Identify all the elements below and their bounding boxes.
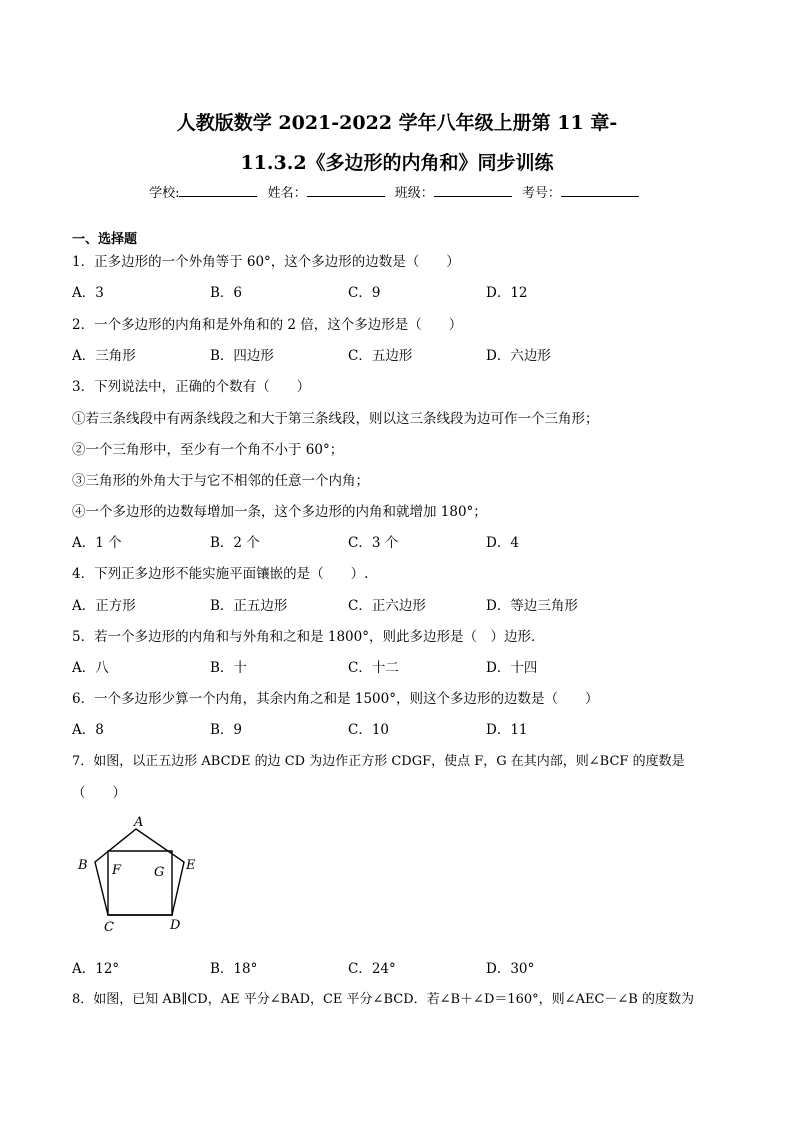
question-6-stem: 6．一个多边形少算一个内角，其余内角之和是 1500°，则这个多边形的边数是（ ） — [72, 691, 599, 707]
q7-option-a: A．12° — [72, 961, 120, 977]
name-blank — [307, 182, 385, 197]
q2-option-d: D．六边形 — [486, 348, 551, 364]
question-7-stem-cont: （ ） — [72, 785, 126, 801]
q1-option-b: B．6 — [210, 285, 243, 301]
label-b: B — [78, 858, 88, 873]
label-a: A — [134, 815, 144, 830]
square-cdgf — [108, 851, 172, 915]
q3-option-a: A．1 个 — [72, 535, 122, 551]
exam-number-blank — [561, 182, 639, 197]
question-7-stem: 7．如图，以正五边形 ABCDE 的边 CD 为边作正方形 CDGF，使点 F，G 在其内部，则∠BCF 的度数是 — [72, 754, 685, 769]
q2-option-a: A．三角形 — [72, 348, 136, 364]
q6-option-d: D．11 — [486, 722, 528, 738]
q3-option-d: D．4 — [486, 535, 519, 551]
q2-option-b: B．四边形 — [210, 348, 274, 364]
q7-option-d: D．30° — [486, 961, 535, 977]
q4-option-a: A．正方形 — [72, 598, 136, 614]
question-2-stem: 2．一个多边形的内角和是外角和的 2 倍，这个多边形是（ ） — [72, 317, 463, 333]
q5-option-a: A．八 — [72, 660, 109, 676]
label-e: E — [186, 858, 196, 873]
name-label: 姓名： — [267, 186, 307, 201]
page-title-line2: 11.3.2《多边形的内角和》同步训练 — [240, 152, 554, 174]
q6-option-b: B．9 — [210, 722, 243, 738]
q1-option-c: C．9 — [348, 285, 381, 301]
q3-statement-3: ③三角形的外角大于与它不相邻的任意一个内角； — [72, 473, 369, 489]
q6-option-a: A．8 — [72, 722, 104, 738]
q5-option-b: B．十 — [210, 660, 247, 676]
q3-statement-4: ④一个多边形的边数每增加一条，这个多边形的内角和就增加 180°； — [72, 504, 487, 520]
class-blank — [434, 182, 512, 197]
page-title-line1: 人教版数学 2021-2022 学年八年级上册第 11 章- — [176, 112, 618, 134]
class-label: 班级： — [394, 186, 434, 201]
q7-option-b: B．18° — [210, 961, 258, 977]
q2-option-c: C．五边形 — [348, 348, 413, 364]
student-info-row — [0, 182, 794, 201]
q7-option-c: C．24° — [348, 961, 396, 977]
question-5-stem: 5．若一个多边形的内角和与外角和之和是 1800°，则此多边形是（ ）边形． — [72, 629, 545, 645]
q3-option-c: C．3 个 — [348, 535, 399, 551]
pentagon-square-figure — [74, 812, 214, 937]
q6-option-c: C．10 — [348, 722, 390, 738]
label-c: C — [104, 920, 114, 935]
school-label: 学校: — [149, 186, 180, 201]
q5-option-d: D．十四 — [486, 660, 538, 676]
q3-statement-1: ①若三条线段中有两条线段之和大于第三条线段，则以这三条线段为边可作一个三角形； — [72, 411, 599, 427]
question-4-stem: 4．下列正多边形不能实施平面镶嵌的是（ ）. — [72, 566, 369, 582]
q4-option-c: C．正六边形 — [348, 598, 426, 614]
question-8-stem: 8．如图，已知 AB∥CD，AE 平分∠BAD，CE 平分∠BCD．若∠B＋∠D＝160°，则∠AEC－∠B 的度数为 — [72, 992, 694, 1007]
exam-number-label: 考号： — [521, 186, 561, 201]
q5-option-c: C．十二 — [348, 660, 399, 676]
section-heading: 一、选择题 — [72, 232, 138, 247]
q1-option-d: D．12 — [486, 285, 528, 301]
q4-option-b: B．正五边形 — [210, 598, 288, 614]
q4-option-d: D．等边三角形 — [486, 598, 578, 614]
school-blank — [179, 182, 257, 197]
q3-option-b: B．2 个 — [210, 535, 260, 551]
q1-option-a: A．3 — [72, 285, 104, 301]
label-g: G — [154, 865, 165, 880]
question-1-stem: 1．正多边形的一个外角等于 60°，这个多边形的边数是（ ） — [72, 254, 460, 270]
question-3-stem: 3．下列说法中，正确的个数有（ ） — [72, 379, 311, 395]
label-f: F — [112, 863, 122, 878]
label-d: D — [170, 918, 181, 933]
q3-statement-2: ②一个三角形中，至少有一个角不小于 60°； — [72, 442, 344, 458]
